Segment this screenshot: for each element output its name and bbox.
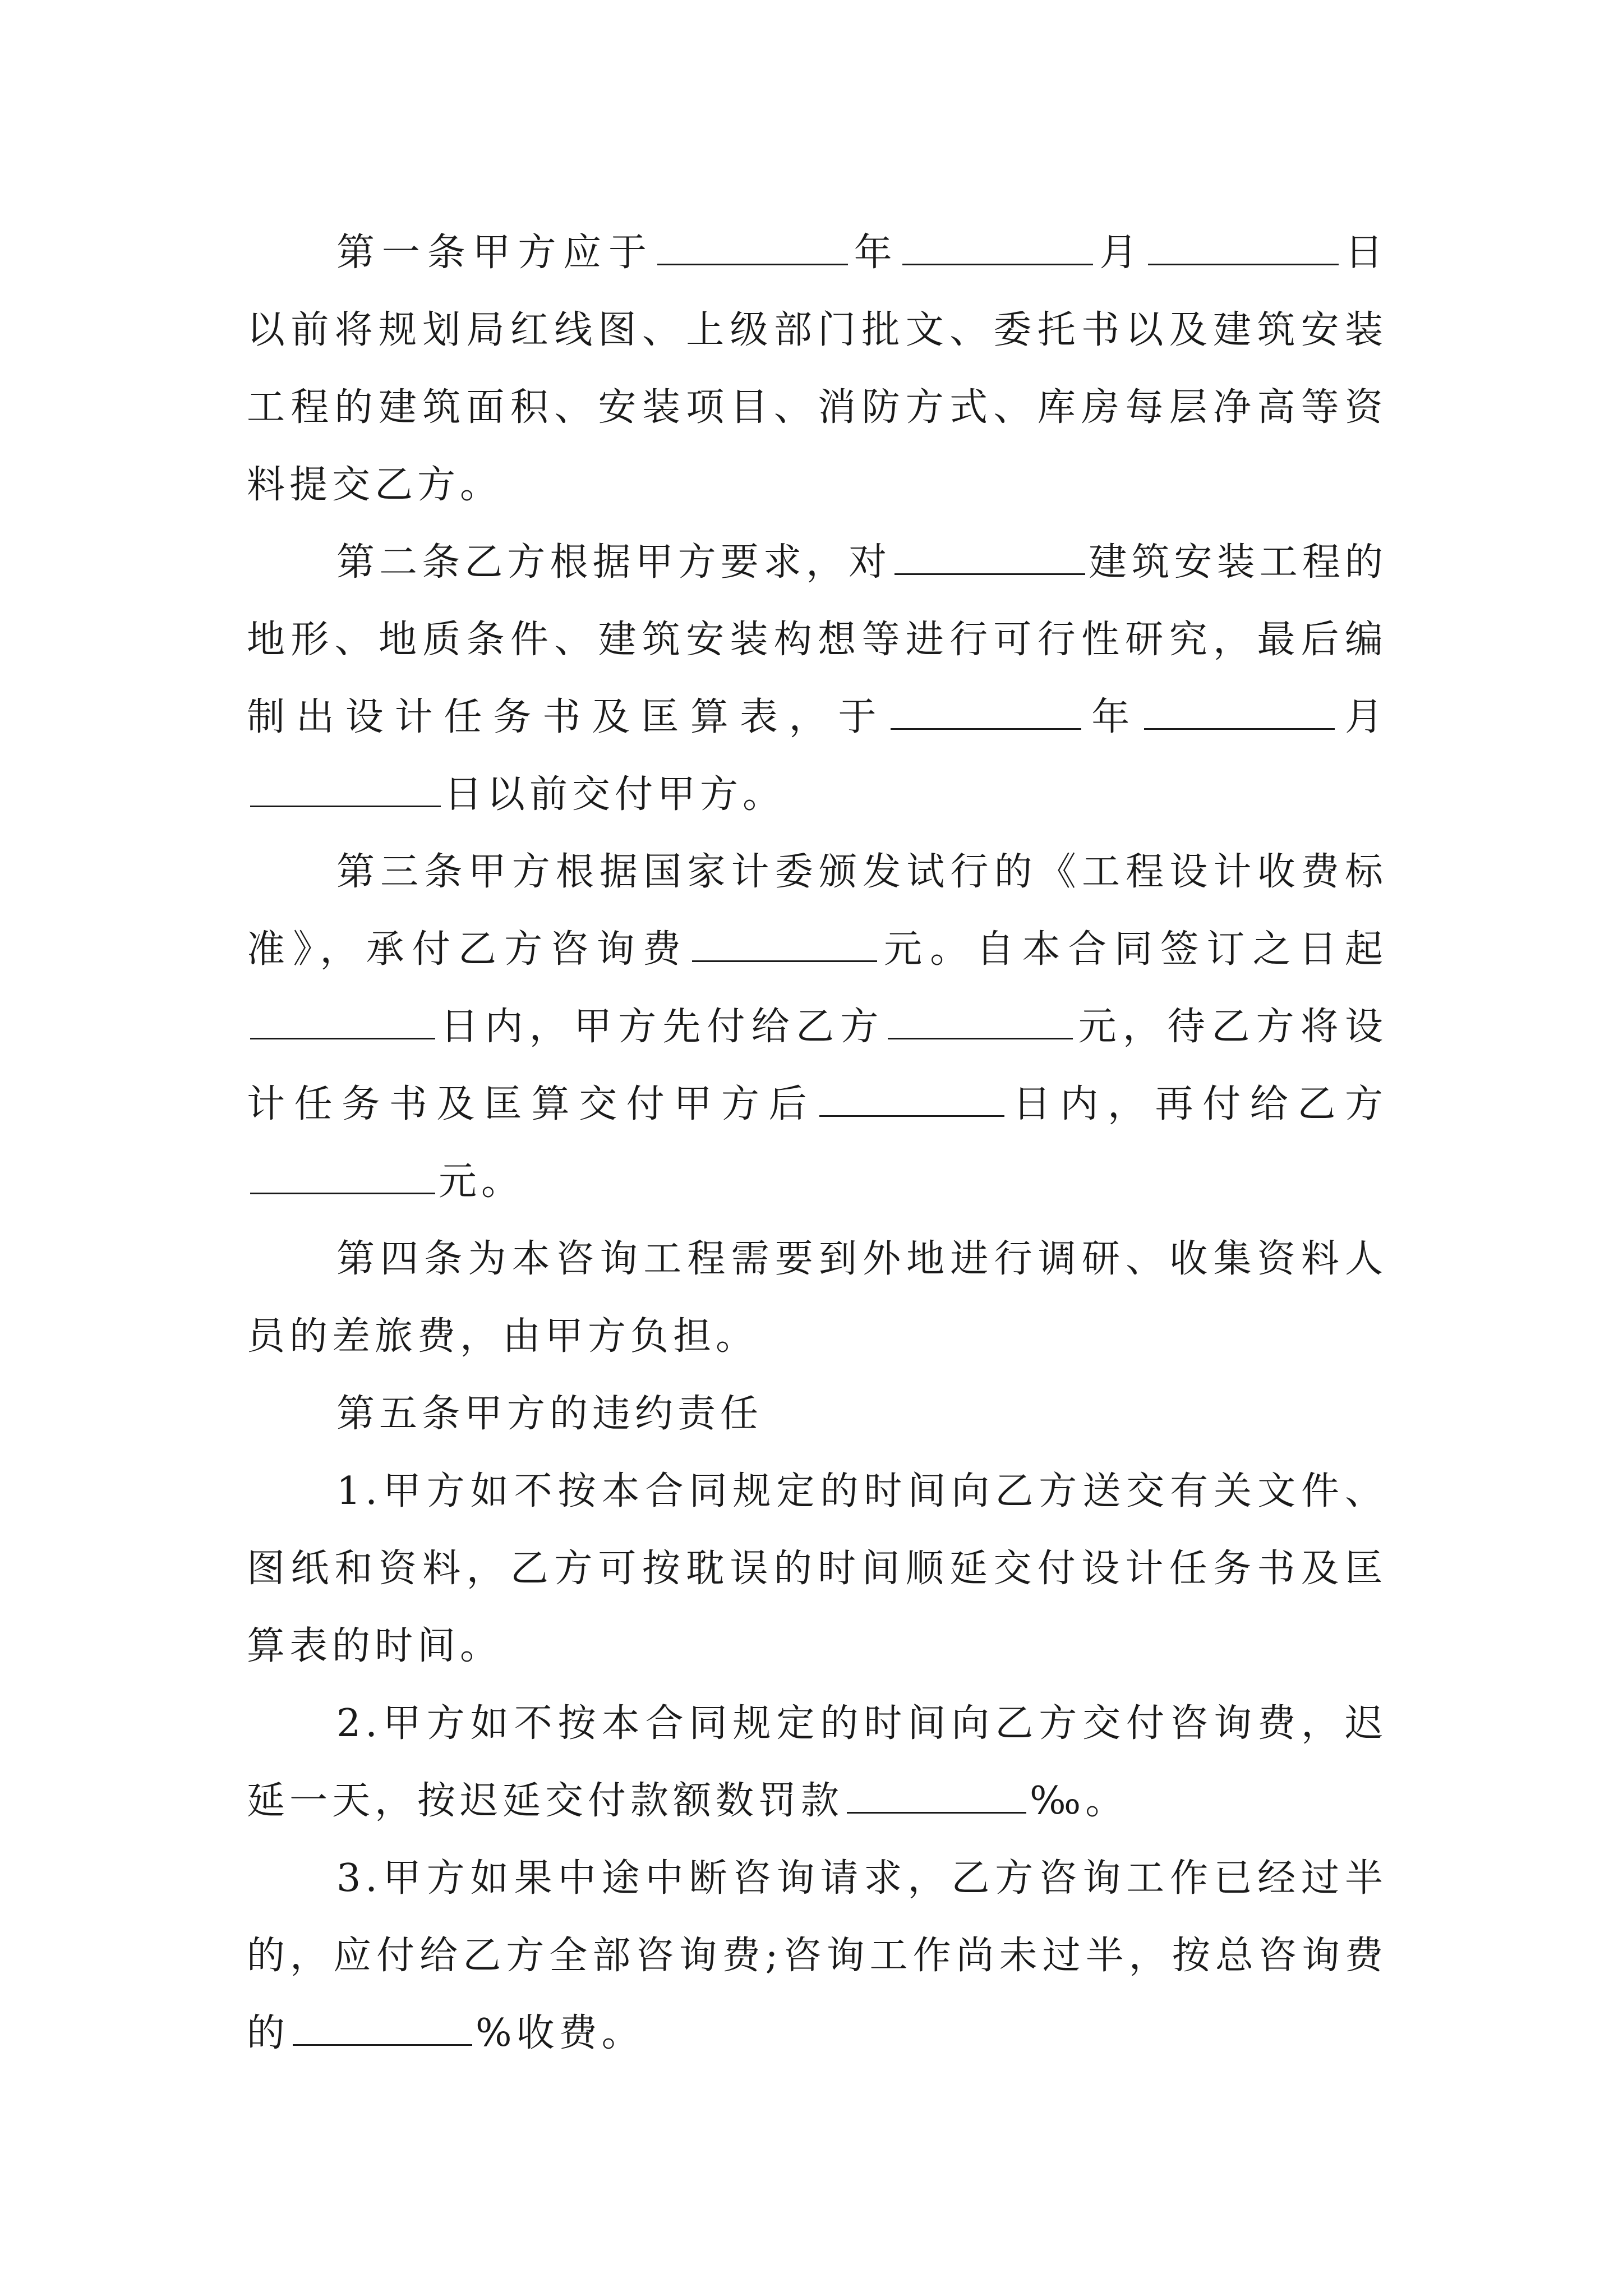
clause-2-text-d: 月 — [1338, 695, 1387, 739]
blank-field — [847, 1811, 1026, 1814]
blank-field — [888, 1037, 1073, 1039]
blank-field — [250, 1037, 435, 1039]
clause-5-heading: 第五条甲方的违约责任 — [336, 1392, 763, 1436]
blank-field — [250, 1192, 435, 1194]
item-3-text-b: %收费。 — [476, 2011, 644, 2055]
clause-1-text-c: 月 — [1096, 231, 1145, 275]
item-2-text-a: 2.甲方如不按本合同规定的时间向乙方交付咨询费，迟延一天，按迟延交付款额数罚款 — [247, 1701, 1387, 1823]
clause-5-item-3 — [247, 1840, 1387, 2072]
clause-5-item-1: 1.甲方如不按本合同规定的时间向乙方送交有关文件、图纸和资料，乙方可按耽误的时间顺延交付设计任务书及匡算表的时间。 — [247, 1469, 1387, 1668]
blank-field — [1148, 263, 1339, 265]
item-2-text-b: ‰。 — [1030, 1779, 1128, 1823]
clause-2 — [247, 524, 1387, 834]
blank-field — [250, 805, 441, 807]
clause-2-text-b: 建筑安装工程的地形、地质条件、建筑安装构想等进行可行性研究，最后编制出设计任务书及匡算表，于 — [247, 540, 1387, 739]
blank-field — [293, 2044, 472, 2046]
clause-3-text-d: 元，待乙方将设计任务书及匡算交付甲方后 — [247, 1005, 1387, 1126]
item-3-text-a: 3.甲方如果中途中断咨询请求，乙方咨询工作已经过半的，应付给乙方全部咨询费;咨询工作尚未过半，按总咨询费的 — [247, 1856, 1387, 2055]
clause-1-text-a: 第一条甲方应于 — [336, 231, 654, 275]
clause-3-text-f: 元。 — [439, 1159, 524, 1204]
contract-body — [247, 214, 1387, 2072]
clause-3-text-e: 日内，再付给乙方 — [1008, 1082, 1387, 1126]
clause-1-text-b: 年 — [851, 231, 900, 275]
clause-2-text-e: 日以前交付甲方。 — [444, 772, 786, 817]
blank-field — [895, 573, 1085, 575]
clause-2-text-a: 第二条乙方根据甲方要求，对 — [336, 540, 892, 585]
clause-5-item-2 — [247, 1685, 1387, 1840]
blank-field — [657, 263, 848, 265]
blank-field — [692, 960, 877, 962]
blank-field — [819, 1115, 1004, 1117]
clause-3-text-a: 第三条甲方根据国家计委颁发试行的《工程设计收费标准》，承付乙方咨询费 — [247, 850, 1387, 972]
clause-1-text-d: 日以前将规划局红线图、上级部门批文、委托书以及建筑安装工程的建筑面积、安装项目、消防方式、库房每层净高等资料提交乙方。 — [247, 231, 1387, 507]
clause-2-text-c: 年 — [1085, 695, 1141, 739]
blank-field — [891, 728, 1081, 730]
clause-3-text-c: 日内，甲方先付给乙方 — [439, 1005, 885, 1049]
clause-1 — [247, 214, 1387, 524]
clause-4: 第四条为本咨询工程需要到外地进行调研、收集资料人员的差旅费，由甲方负担。 — [247, 1237, 1387, 1359]
clause-3 — [247, 834, 1387, 1221]
blank-field — [902, 263, 1093, 265]
blank-field — [1144, 728, 1335, 730]
clause-3-text-b: 元。自本合同签订之日起 — [880, 927, 1387, 972]
